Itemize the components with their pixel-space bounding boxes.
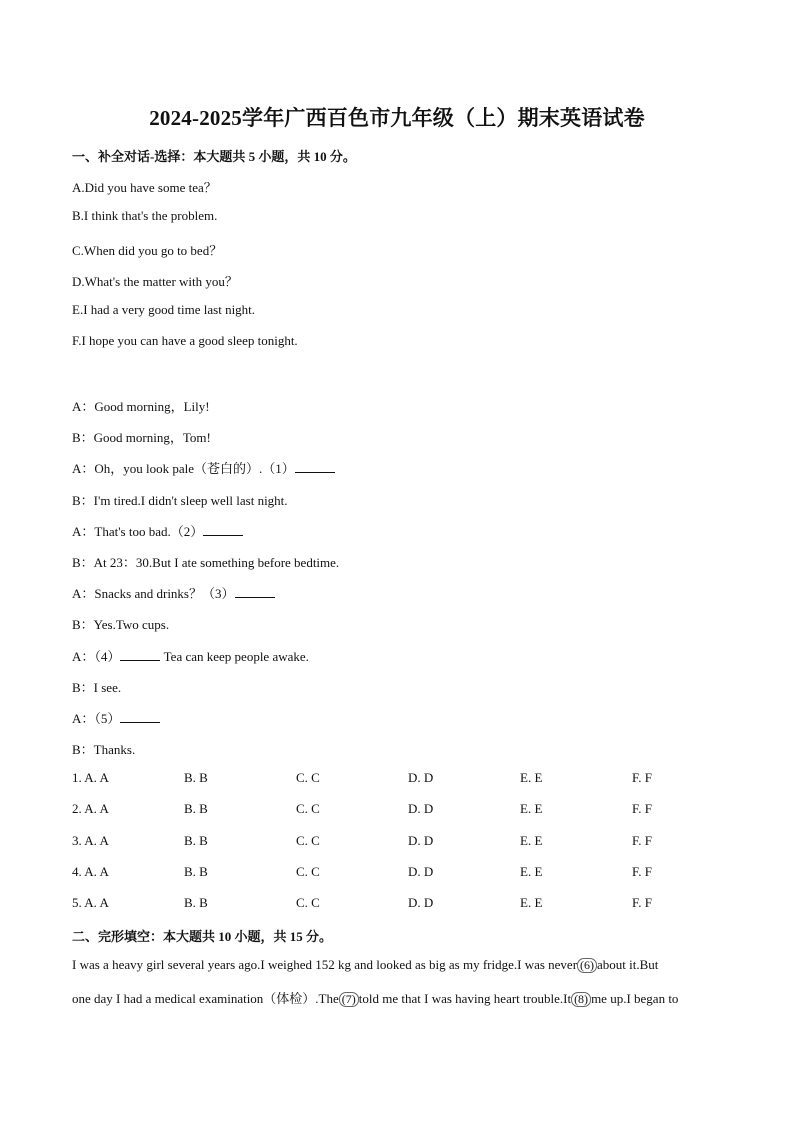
answer-choice[interactable]: E. E — [520, 801, 543, 817]
dialogue-line — [72, 427, 211, 446]
answer-blank[interactable] — [120, 710, 160, 723]
answer-blank[interactable] — [120, 648, 160, 661]
answer-blank[interactable] — [295, 460, 335, 473]
dialogue-text: A：Oh，you look pale（苍白的）.（1） — [72, 461, 295, 477]
dialogue-text: B：Thanks. — [72, 742, 136, 758]
answer-choice[interactable]: C. C — [296, 863, 320, 879]
dialogue-text: B：Yes.Two cups. — [72, 617, 170, 633]
answer-choice[interactable]: E. E — [520, 770, 543, 785]
answer-choice[interactable]: D. D — [408, 832, 434, 848]
answer-choice[interactable]: B. B — [184, 895, 208, 911]
answer-choice[interactable]: B. B — [184, 863, 208, 879]
answer-choice[interactable]: E. E — [520, 863, 543, 879]
option-item: F.I hope you can have a good sleep tonight. — [72, 333, 298, 348]
answer-choice[interactable]: F. F — [632, 863, 652, 879]
dialogue-line — [72, 490, 288, 509]
dialogue-line — [72, 646, 309, 665]
cloze-text: me up.I began to — [591, 991, 679, 1006]
page-title: 2024-2025学年广西百色市九年级（上）期末英语试卷 — [149, 106, 645, 130]
dialogue-line — [72, 677, 121, 696]
answer-choice[interactable]: D. D — [408, 895, 434, 911]
answer-choice[interactable]: B. B — [184, 801, 208, 817]
cloze-text: told me that I was having heart trouble.It — [358, 991, 572, 1006]
option-item: C.When did you go to bed？ — [72, 243, 223, 258]
answer-choice[interactable]: C. C — [296, 832, 320, 848]
answer-choice[interactable]: D. D — [408, 863, 434, 879]
dialogue-line — [72, 583, 275, 602]
answer-choice[interactable]: 1. A. A — [72, 770, 109, 785]
dialogue-text: A：That's too bad.（2） — [72, 523, 204, 539]
blank-number-8: (8) — [571, 992, 591, 1007]
option-item: A.Did you have some tea？ — [72, 180, 217, 195]
answer-choice[interactable]: B. B — [184, 770, 208, 785]
dialogue-text: B：I see. — [72, 679, 122, 695]
answer-choice[interactable]: F. F — [632, 770, 652, 785]
answer-choice[interactable]: E. E — [520, 895, 543, 911]
dialogue-text: A：（5） — [72, 711, 121, 726]
answer-choice[interactable]: F. F — [632, 801, 652, 817]
cloze-text: I was a heavy girl several years ago.I weighed 152 kg and looked as big as my fridge.I was never — [72, 957, 578, 972]
dialogue-line — [72, 552, 339, 571]
answer-choice[interactable]: F. F — [632, 895, 652, 911]
dialogue-line — [72, 396, 210, 415]
option-item: B.I think that's the problem. — [72, 208, 218, 223]
cloze-text: one day I had a medical examination（体检）.The — [72, 991, 339, 1006]
blank-number-7: (7) — [339, 992, 359, 1007]
answer-choice[interactable]: F. F — [632, 832, 652, 848]
section-2-heading: 二、完形填空：本大题共 10 小题，共 15 分。 — [72, 929, 333, 944]
dialogue-line — [72, 614, 169, 633]
answer-choice[interactable]: 4. A. A — [72, 863, 109, 879]
answer-choice[interactable]: C. C — [296, 801, 320, 817]
option-item: D.What's the matter with you？ — [72, 274, 238, 289]
dialogue-line — [72, 521, 243, 540]
dialogue-text: Tea can keep people awake. — [160, 648, 309, 664]
answer-blank[interactable] — [203, 523, 243, 536]
dialogue-text: A：（4） — [72, 648, 121, 664]
section-1-heading: 一、补全对话-选择：本大题共 5 小题，共 10 分。 — [72, 149, 356, 164]
option-item: E.I had a very good time last night. — [72, 302, 256, 317]
answer-choice[interactable]: E. E — [520, 832, 543, 848]
dialogue-line — [72, 739, 135, 758]
answer-choice[interactable]: 3. A. A — [72, 832, 109, 848]
answer-choice[interactable]: C. C — [296, 895, 320, 911]
dialogue-text: A：Snacks and drinks？（3） — [72, 586, 235, 602]
cloze-text: about it.But — [597, 957, 659, 972]
cloze-line-2 — [72, 988, 722, 1007]
answer-blank[interactable] — [235, 585, 275, 598]
dialogue-text: B：I'm tired.I didn't sleep well last night. — [72, 492, 288, 508]
answer-choice[interactable]: 5. A. A — [72, 895, 109, 911]
dialogue-text: B：Good morning，Tom! — [72, 430, 211, 446]
dialogue-line — [72, 458, 335, 477]
dialogue-line — [72, 708, 160, 727]
blank-number-6: (6) — [577, 958, 597, 973]
cloze-line-1 — [72, 957, 722, 973]
answer-choice[interactable]: C. C — [296, 770, 320, 785]
answer-choice[interactable]: D. D — [408, 770, 434, 785]
answer-choice[interactable]: 2. A. A — [72, 801, 109, 817]
answer-choice[interactable]: B. B — [184, 832, 208, 848]
answer-choice[interactable]: D. D — [408, 801, 434, 817]
dialogue-text: A：Good morning，Lily! — [72, 399, 210, 414]
dialogue-text: B：At 23：30.But I ate something before bedtime. — [72, 555, 340, 570]
